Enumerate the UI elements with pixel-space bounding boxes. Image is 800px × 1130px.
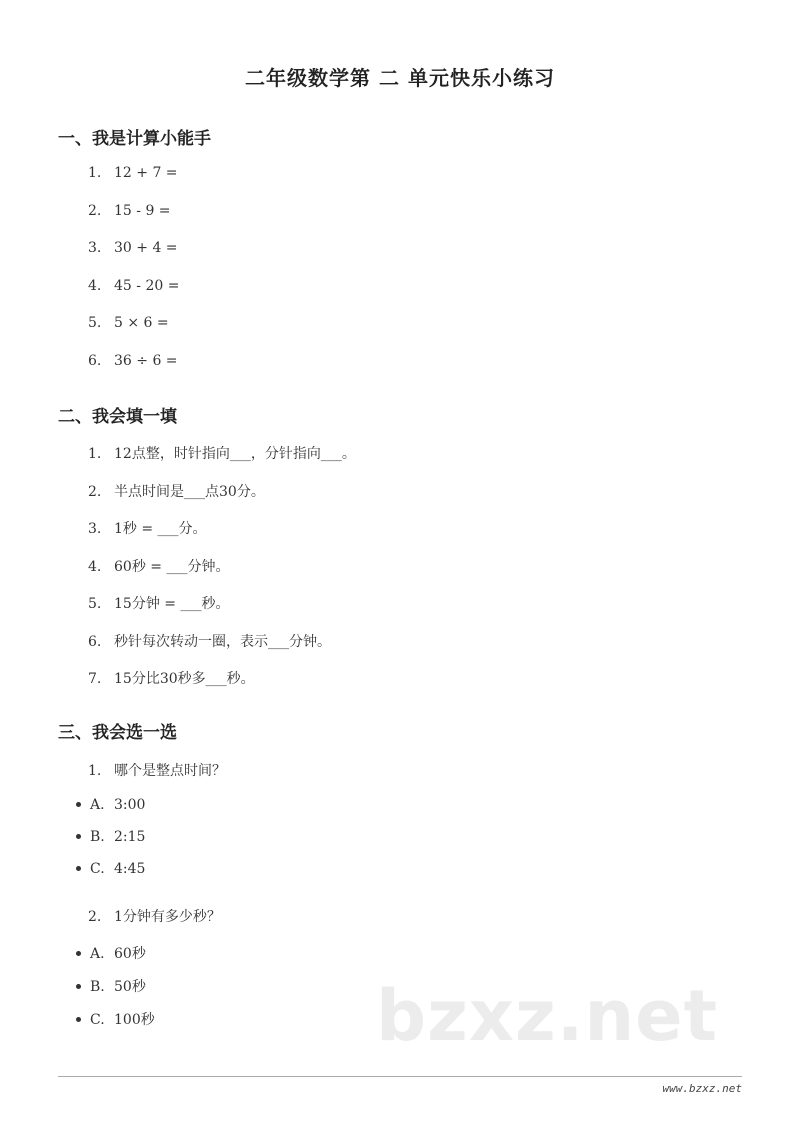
section-heading-multiple-choice: 三、我会选一选: [58, 723, 177, 743]
option-text: 50秒: [114, 979, 146, 995]
question-number: 5.: [88, 596, 102, 612]
question-number: 7.: [88, 671, 102, 687]
section-heading-fill-in: 二、我会填一填: [58, 407, 177, 427]
question-number: 1.: [88, 446, 102, 462]
bullet-icon: [76, 834, 81, 839]
calc-question-6: [88, 353, 178, 369]
question-number: 1.: [88, 763, 102, 779]
question-number: 2.: [88, 484, 102, 500]
choice-option: [76, 829, 145, 845]
question-text: 哪个是整点时间？: [114, 763, 226, 779]
option-letter: C.: [90, 1012, 105, 1028]
question-text: 15 - 9 =: [114, 203, 171, 219]
bullet-icon: [76, 802, 81, 807]
section-heading-calculation: 一、我是计算小能手: [58, 129, 211, 149]
question-number: 4.: [88, 278, 102, 294]
choice-question-1: [88, 760, 226, 780]
question-text: 12点整，时针指向___，分针指向___。: [114, 446, 356, 462]
question-number: 3.: [88, 240, 102, 256]
calc-question-5: [88, 315, 169, 331]
question-text: 36 ÷ 6 =: [114, 353, 178, 369]
question-text: 45 - 20 =: [114, 278, 180, 294]
footer-divider: [58, 1076, 742, 1077]
question-number: 3.: [88, 521, 102, 537]
question-number: 6.: [88, 634, 102, 650]
option-letter: B.: [90, 979, 105, 995]
option-letter: A.: [90, 797, 105, 813]
option-letter: B.: [90, 829, 105, 845]
choice-option: [76, 797, 145, 813]
calc-question-1: [88, 165, 178, 181]
question-text: 半点时间是___点30分。: [114, 484, 265, 500]
bullet-icon: [76, 951, 81, 956]
question-text: 秒针每次转动一圈，表示___分钟。: [114, 634, 331, 650]
choice-question-2: [88, 906, 221, 926]
question-text: 60秒 = ___分钟。: [114, 559, 230, 575]
question-number: 4.: [88, 559, 102, 575]
watermark: bzxz.net: [376, 975, 719, 1057]
bullet-icon: [76, 866, 81, 871]
question-text: 5 × 6 =: [114, 315, 169, 331]
footer-url: www.bzxz.net: [662, 1082, 742, 1095]
question-text: 15分比30秒多___秒。: [114, 671, 255, 687]
option-text: 60秒: [114, 946, 146, 962]
calc-question-4: [88, 278, 179, 294]
question-number: 2.: [88, 909, 102, 925]
fill-question-2: [88, 481, 265, 501]
choice-option: [76, 1009, 155, 1029]
option-letter: C.: [90, 861, 105, 877]
question-number: 2.: [88, 203, 102, 219]
fill-question-1: [88, 443, 356, 463]
choice-option: [76, 976, 146, 996]
question-number: 6.: [88, 353, 102, 369]
fill-question-7: [88, 668, 255, 688]
question-text: 12 + 7 =: [114, 165, 178, 181]
option-text: 2:15: [114, 829, 146, 845]
fill-question-4: [88, 556, 229, 576]
question-text: 1分钟有多少秒？: [114, 909, 221, 925]
question-text: 1秒 = ___分。: [114, 521, 207, 537]
page-title: 二年级数学第 二 单元快乐小练习: [245, 66, 555, 90]
option-letter: A.: [90, 946, 105, 962]
calc-question-3: [88, 240, 178, 256]
question-number: 1.: [88, 165, 102, 181]
fill-question-3: [88, 518, 207, 538]
option-text: 3:00: [114, 797, 146, 813]
bullet-icon: [76, 984, 81, 989]
option-text: 100秒: [114, 1012, 155, 1028]
choice-option: [76, 943, 146, 963]
fill-question-6: [88, 631, 331, 651]
question-text: 30 + 4 =: [114, 240, 178, 256]
question-number: 5.: [88, 315, 102, 331]
calc-question-2: [88, 203, 171, 219]
fill-question-5: [88, 593, 229, 613]
bullet-icon: [76, 1017, 81, 1022]
question-text: 15分钟 = ___秒。: [114, 596, 230, 612]
option-text: 4:45: [114, 861, 146, 877]
choice-option: [76, 861, 145, 877]
